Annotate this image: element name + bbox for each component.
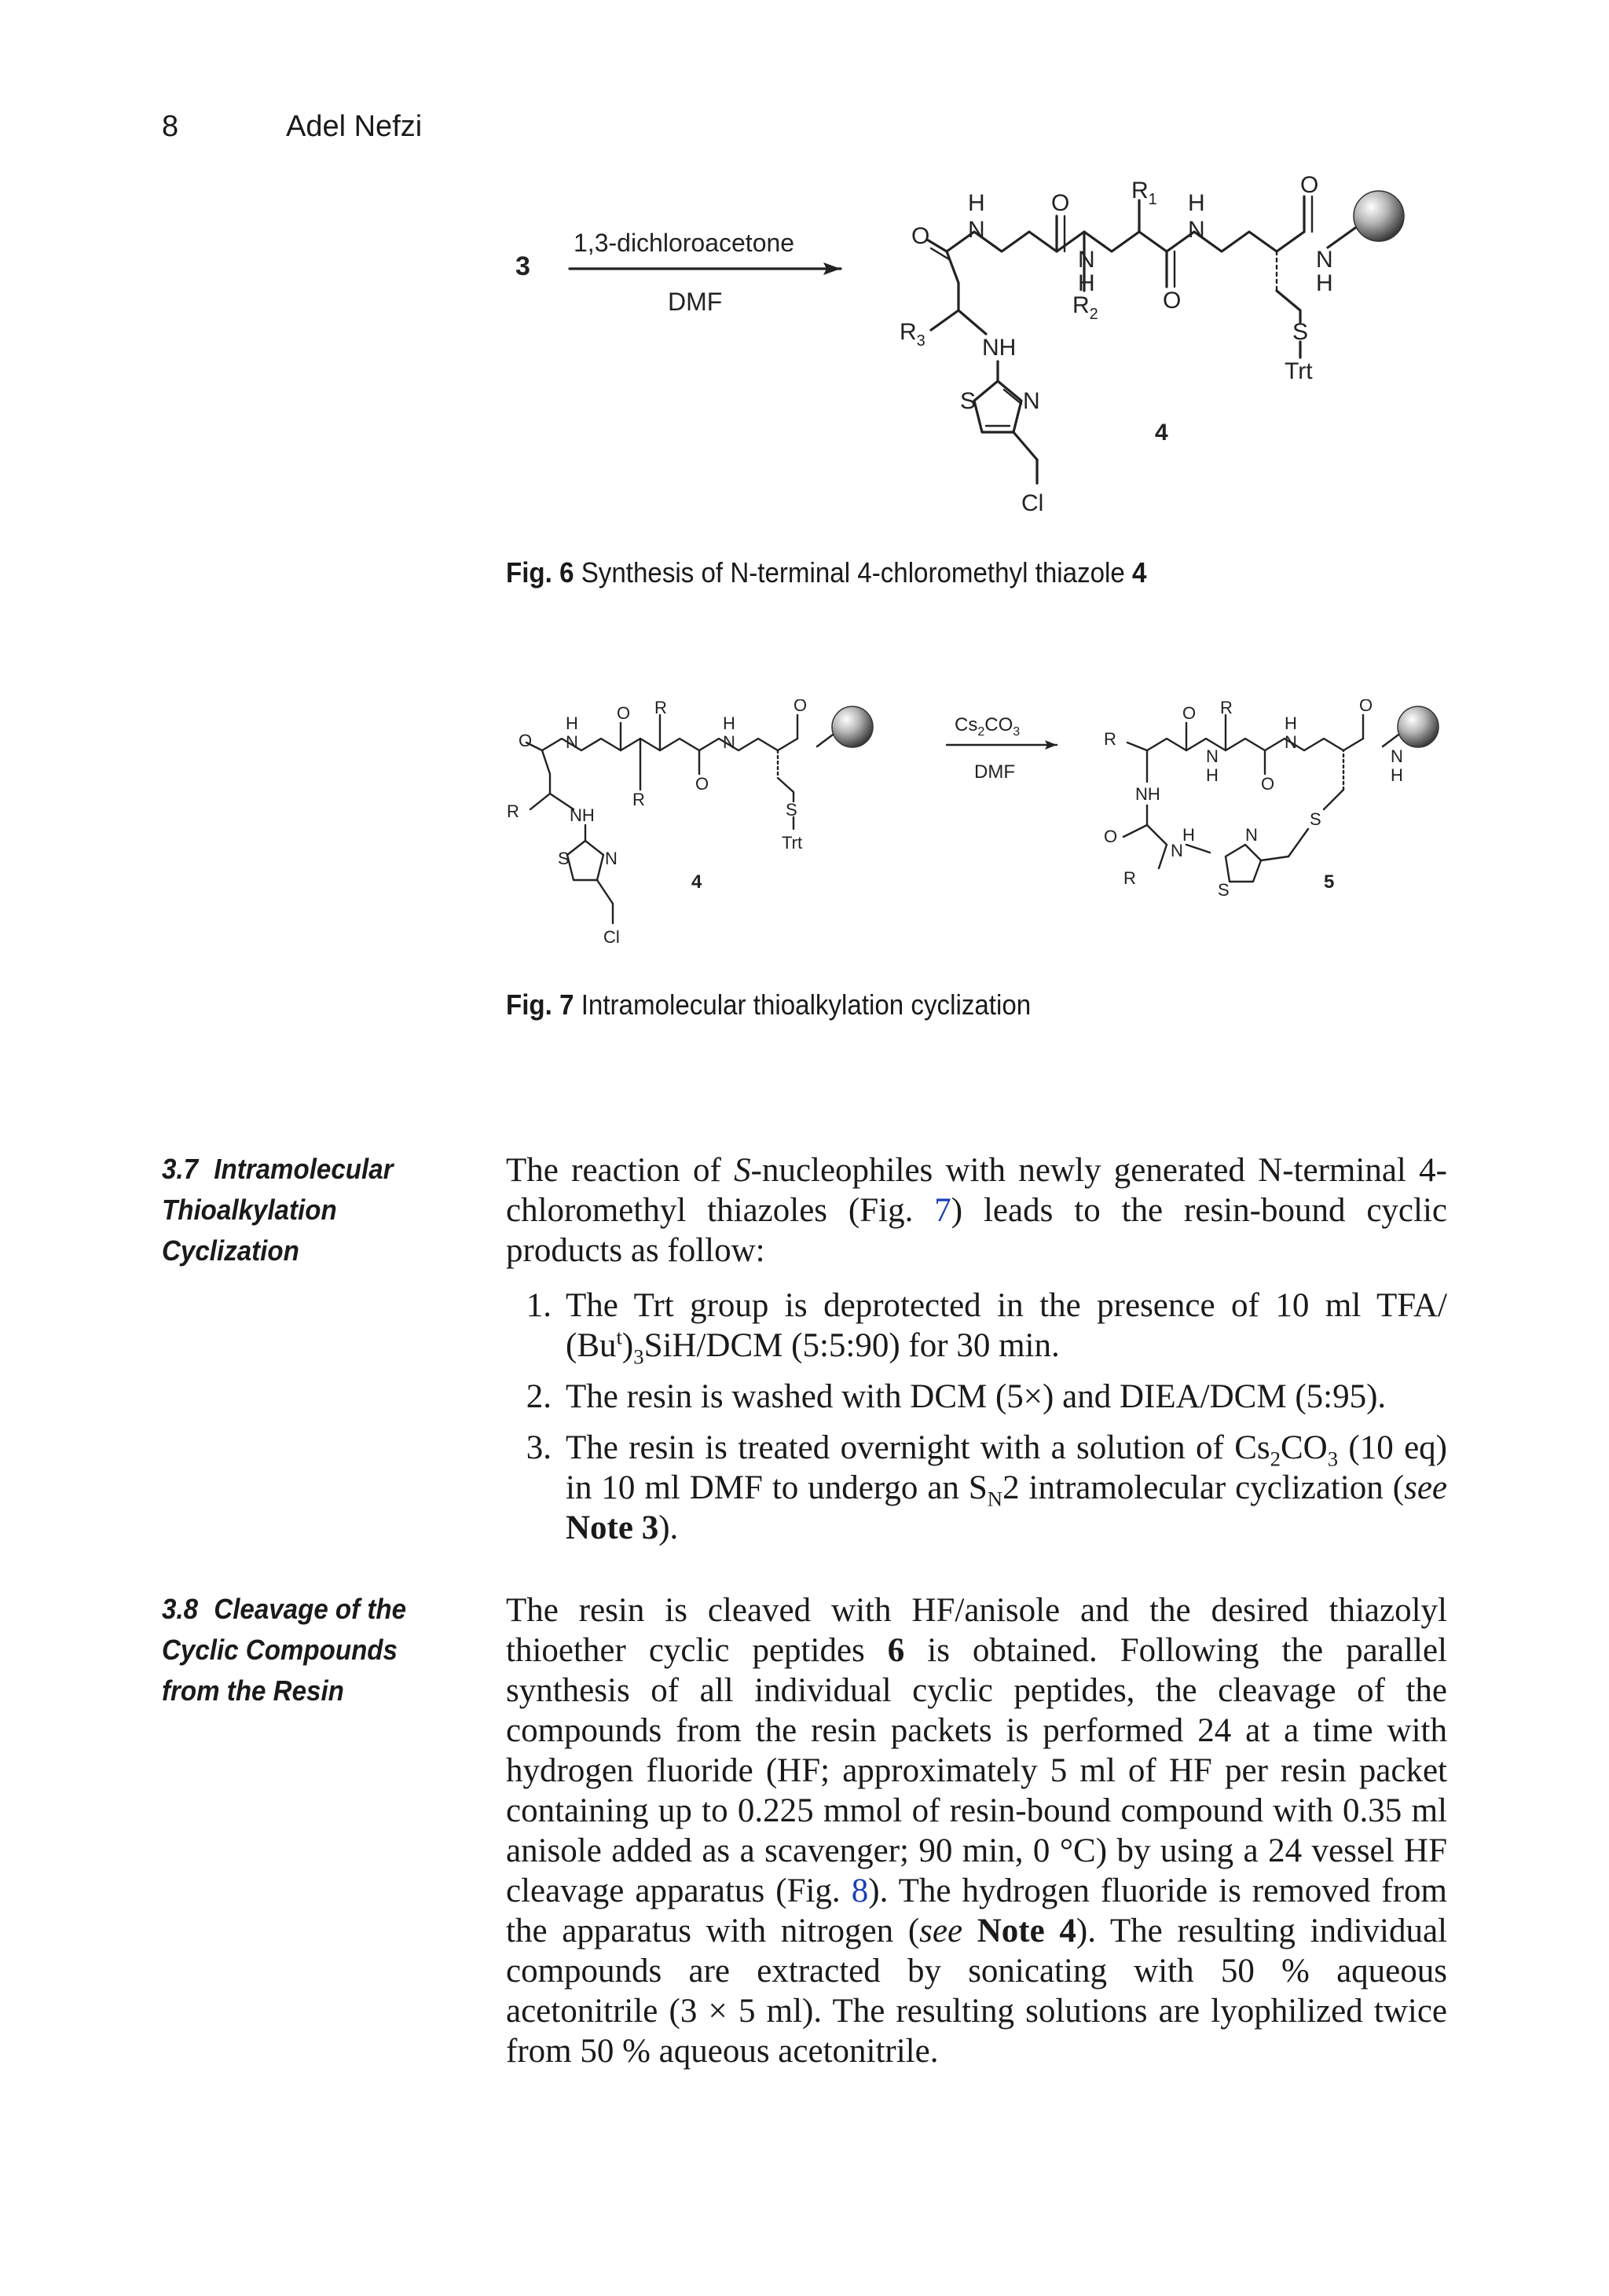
svg-text:H: H	[1206, 765, 1219, 785]
section-3-7-heading	[162, 1149, 422, 1271]
svg-text:Trt: Trt	[782, 833, 803, 853]
svg-text:N: N	[1245, 825, 1258, 845]
svg-text:R: R	[1104, 729, 1116, 749]
svg-text:O: O	[1261, 774, 1275, 794]
svg-text:NH: NH	[1135, 784, 1160, 804]
fig7-reactant-label: 4	[691, 871, 702, 893]
fig-7-link[interactable]: 7	[934, 1192, 951, 1229]
fig6-reactant-label: 3	[515, 251, 530, 281]
fig7-caption-text: Intramolecular thioalkylation cyclization	[581, 988, 1032, 1021]
fig6-caption-text: Synthesis of N-terminal 4-chloromethyl thiazole	[581, 556, 1133, 589]
fig-8-link[interactable]: 8	[851, 1872, 869, 1909]
svg-text:N: N	[1206, 746, 1219, 766]
fig7-reagent-bottom: DMF	[974, 761, 1015, 783]
fig6-atom-S: S	[1292, 319, 1309, 345]
section-3-7-intro: The reaction of S-nucleophiles with newly generated N-terminal 4-chloromethyl thiazoles (Fig. 7) leads to the resin-bound cyclic products as follow:	[506, 1152, 1448, 1269]
section-3-7-title: Intramolecular Thioalkylation Cyclization	[162, 1153, 394, 1267]
section-3-7-number: 3.7	[162, 1153, 199, 1185]
svg-text:R: R	[1123, 868, 1136, 888]
svg-text:N: N	[1391, 746, 1403, 766]
fig6-atom-N: N	[1316, 247, 1333, 273]
fig6-atom-N: N	[1188, 217, 1205, 243]
fig6-atom-S: S	[960, 388, 977, 414]
list-item: 1. The Trt group is deprotected in the presence of 10 ml TFA/ $(Bu^t)_3SiH$/DCM (5:5:90) for 30 min.	[526, 1287, 1447, 1369]
fig6-caption-compound: 4	[1132, 556, 1147, 589]
svg-text:S: S	[1310, 809, 1321, 829]
svg-text:N: N	[1171, 841, 1183, 860]
fig6-atom-R3: $R_3$	[900, 319, 925, 350]
svg-text:O: O	[519, 731, 533, 750]
svg-text:N: N	[1285, 732, 1297, 752]
figure-6-caption	[506, 556, 1146, 589]
figure-7-caption	[506, 988, 1031, 1021]
svg-text:Cl: Cl	[603, 927, 620, 947]
svg-text:O: O	[617, 703, 631, 723]
section-3-8-heading	[162, 1589, 422, 1711]
fig7-reagent-top: $Cs_2CO_3$	[955, 714, 1021, 739]
fig6-product-label: 4	[1155, 420, 1168, 446]
section-3-8-paragraph: The resin is cleaved with HF/anisole and the desired thiazolyl thioether cyclic peptides 6 is obtained. Following the parallel synthesis of all individual cyclic peptides, the cleavage of the compounds from the resin packets is performed 24 at a time with hydrogen fluoride (HF; approximately 5 ml of HF per resin packet containing up to 0.225 mmol of resin-bound compound with 0.35 ml anisole added as a scavenger; 90 min, 0 °C) by using a 24 vessel HF cleavage apparatus (Fig. 8). The hydrogen fluoride is removed from the apparatus with nitrogen (see Note 4). The resulting individual compounds are extracted by sonicating with 50 % aqueous acetonitrile (3 × 5 ml). The resulting solutions are lyophilized twice from 50 % aqueous acetonitrile.	[506, 1592, 1447, 2070]
svg-text:N: N	[723, 732, 735, 752]
svg-text:O: O	[794, 699, 808, 715]
svg-text:N: N	[605, 849, 618, 868]
fig7-product-label: 5	[1324, 871, 1335, 893]
figure-7-scheme	[503, 699, 1477, 982]
running-head-author: Adel Nefzi	[286, 110, 423, 143]
svg-text:H: H	[1182, 825, 1195, 845]
svg-text:S: S	[786, 800, 797, 820]
fig6-atom-H: H	[1188, 190, 1205, 216]
svg-text:R: R	[507, 801, 519, 821]
fig6-atom-Cl: Cl	[1021, 490, 1044, 516]
svg-text:H: H	[566, 713, 578, 733]
svg-text:H: H	[723, 713, 735, 733]
svg-text:NH: NH	[570, 805, 595, 825]
list-item: 2. The resin is washed with DCM (5×) and DIEA/DCM (5:95).	[526, 1378, 1387, 1415]
fig6-atom-O: O	[1163, 288, 1182, 314]
svg-text:O: O	[1182, 703, 1197, 723]
fig6-atom-R2: $R_2$	[1072, 292, 1098, 323]
page-number: 8	[162, 110, 179, 143]
fig6-reagent-top: 1,3-dichloroacetone	[574, 229, 795, 257]
fig6-atom-H: H	[1078, 270, 1095, 296]
svg-text:R: R	[632, 790, 645, 809]
fig6-reagent-bottom: DMF	[668, 288, 723, 316]
svg-text:S: S	[1218, 880, 1230, 900]
fig6-atom-N: N	[968, 217, 985, 243]
svg-text:H: H	[1391, 765, 1403, 785]
fig6-atom-O: O	[1300, 173, 1319, 198]
svg-text:R: R	[1220, 699, 1233, 717]
svg-text:S: S	[558, 849, 570, 868]
svg-text:R: R	[654, 699, 667, 717]
fig6-atom-H: H	[1316, 270, 1333, 296]
fig6-atom-R1: $R_1$	[1131, 178, 1157, 208]
section-3-7-steps	[506, 1286, 1447, 1559]
fig6-atom-H: H	[968, 190, 985, 216]
fig6-atom-NH: NH	[982, 335, 1017, 361]
section-3-8-title: Cleavage of the Cyclic Compounds from the Resin	[162, 1593, 407, 1707]
svg-text:O: O	[1359, 699, 1373, 715]
svg-text:H: H	[1285, 713, 1297, 733]
section-3-8-number: 3.8	[162, 1593, 199, 1625]
fig6-atom-N: N	[1078, 247, 1095, 273]
fig6-atom-O: O	[911, 223, 930, 249]
fig7-caption-label: Fig. 7	[506, 988, 574, 1021]
svg-text:O: O	[695, 774, 709, 794]
fig6-atom-Trt: Trt	[1285, 358, 1313, 384]
fig6-atom-O: O	[1051, 190, 1070, 216]
svg-text:O: O	[1104, 827, 1118, 846]
list-item: 3. The resin is treated overnight with a solution of $Cs_2CO_3$ (10 eq) in 10 ml DMF to undergo an $S_N2$ intramolecular cyclization (see Note 3).	[526, 1429, 1447, 1546]
note-3-link[interactable]: Note 3	[566, 1509, 659, 1546]
fig6-caption-label: Fig. 6	[506, 556, 574, 589]
figure-6-scheme	[471, 173, 1493, 550]
note-4-link[interactable]: Note 4	[962, 1913, 1076, 1949]
fig6-atom-N: N	[1023, 388, 1040, 414]
svg-text:N: N	[566, 732, 578, 752]
